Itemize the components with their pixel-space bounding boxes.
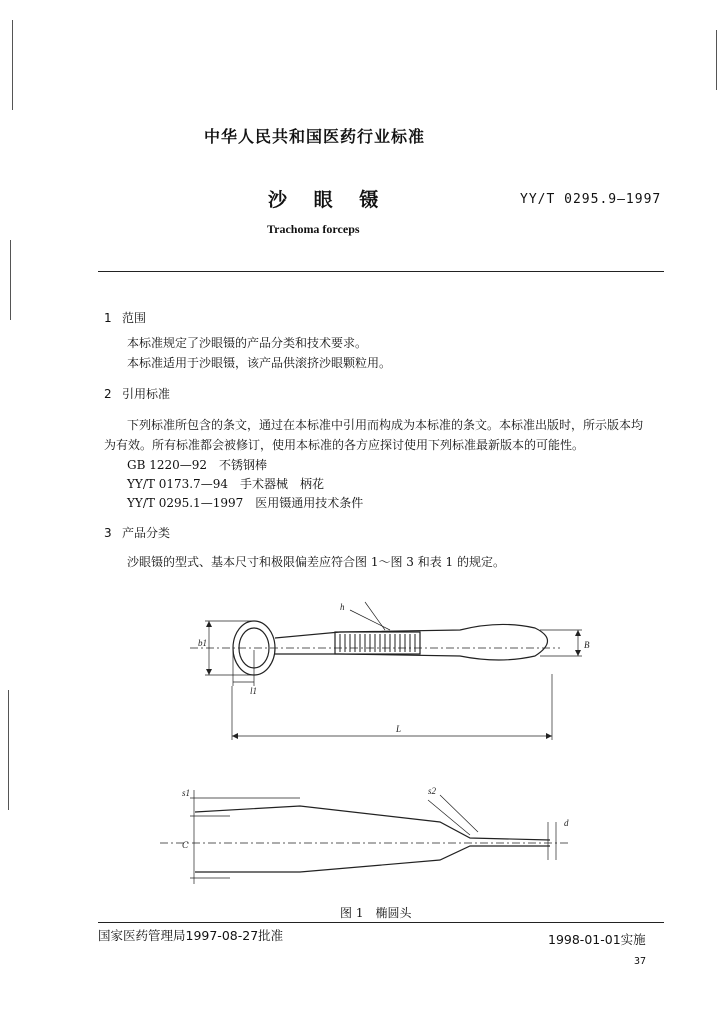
dim-label-h: h: [340, 602, 345, 612]
section-title: 引用标准: [122, 387, 171, 401]
paragraph: 下列标准所包含的条文，通过在本标准中引用而构成为本标准的条文。本标准出版时，所示版本均: [127, 418, 644, 432]
dim-label-C: C: [182, 840, 189, 850]
dim-label-b1: b1: [198, 638, 207, 648]
header-rule: [98, 271, 664, 272]
dim-label-d: d: [564, 818, 569, 828]
section-heading: [104, 309, 146, 326]
dim-label-B: B: [584, 640, 590, 650]
figure-caption: 图 1 椭圆头: [340, 906, 412, 920]
forceps-lower-arm: [195, 846, 550, 872]
section-number: 2: [104, 387, 112, 401]
section-title: 范围: [122, 311, 147, 325]
footer-rule: [98, 922, 664, 923]
section-title: 产品分类: [122, 526, 171, 540]
section-number: 3: [104, 526, 112, 540]
paragraph: 为有效。所有标准都会被修订，使用本标准的各方应探讨使用下列标准最新版本的可能性。: [104, 438, 585, 452]
serration-area: [335, 632, 420, 654]
section-heading: [104, 524, 170, 541]
section-number: 1: [104, 311, 112, 325]
reference-item: YY/T 0173.7—94 手术器械 柄花: [127, 477, 324, 491]
english-title: Trachoma forceps: [267, 222, 360, 236]
implementation-date: 1998-01-01实施: [548, 932, 646, 947]
approval-note: 国家医药管理局1997-08-27批准: [98, 928, 284, 943]
dim-label-L: L: [396, 724, 402, 734]
dim-label-l1: l1: [250, 686, 258, 696]
dim-label-s1: s1: [182, 788, 191, 798]
scan-edge-mark: [12, 20, 13, 110]
org-title: 中华人民共和国医药行业标准: [204, 127, 426, 146]
forceps-shank: [275, 624, 548, 660]
reference-item: YY/T 0295.1—1997 医用镊通用技术条件: [127, 496, 364, 510]
standard-number: YY/T 0295.9—1997: [520, 192, 662, 207]
doc-title: 沙 眼 镊: [268, 189, 389, 211]
forceps-upper-arm: [195, 806, 550, 840]
paragraph: 本标准适用于沙眼镊，该产品供滚挤沙眼颗粒用。: [127, 356, 392, 370]
paragraph: 本标准规定了沙眼镊的产品分类和技术要求。: [127, 336, 368, 350]
scan-edge-mark: [10, 240, 11, 320]
paragraph: 沙眼镊的型式、基本尺寸和极限偏差应符合图 1～图 3 和表 1 的规定。: [127, 555, 505, 569]
scan-edge-mark: [716, 30, 717, 90]
dim-label-s2: s2: [428, 786, 437, 796]
section-heading: [104, 385, 170, 402]
forceps-drawing: [0, 590, 724, 910]
reference-item: GB 1220—92 不锈钢棒: [127, 458, 268, 472]
page-number: 37: [634, 956, 647, 967]
